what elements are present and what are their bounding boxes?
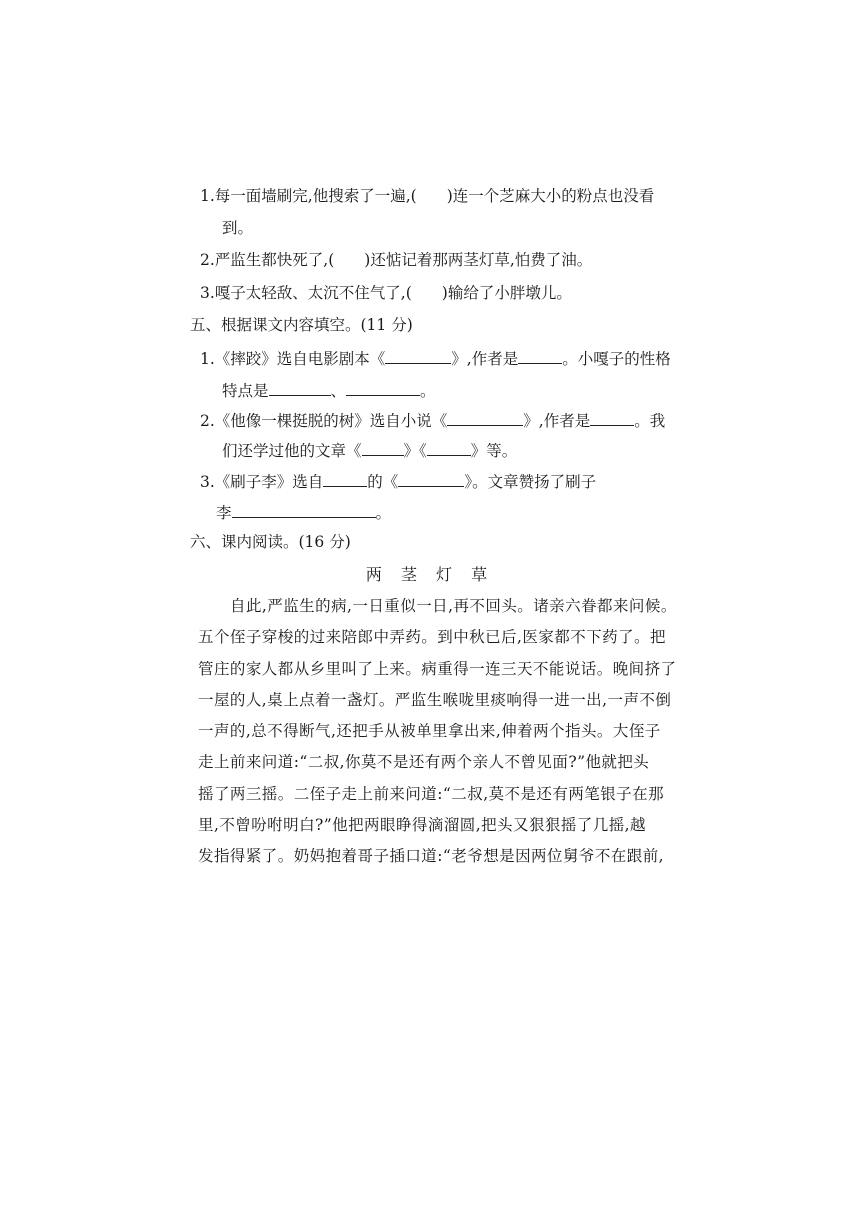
s4-q1-text-b: )连一个芝麻大小的粉点也没看: [446, 187, 655, 205]
passage-line: 走上前来问道:“二叔,你莫不是还有两个亲人不曾见面?”他就把头: [198, 753, 650, 771]
s5-q2-blank-author[interactable]: [590, 410, 634, 426]
s5-q1-blank-trait2[interactable]: [346, 380, 420, 396]
s5-q2-blank-article1[interactable]: [362, 440, 404, 456]
s4-q2-line: [200, 250, 592, 270]
s5-q1-blank-script[interactable]: [385, 348, 451, 364]
s5-q2-line1: [200, 410, 665, 431]
s5-q2-text-c: 。我: [634, 412, 666, 430]
s5-q2-text-f: 》等。: [470, 442, 518, 460]
passage-title: 两 茎 灯 草: [365, 565, 495, 584]
s5-q1-text-c: 。小嘎子的性格: [562, 350, 671, 368]
passage-line: 里,不曾吩咐明白?”他把两眼睁得滴溜圆,把头又狠狠摇了几摇,越: [198, 816, 646, 834]
s4-q1-line2: [222, 218, 253, 238]
s4-q1-text-a: 1.每一面墙刷完,他搜索了一遍,(: [200, 187, 417, 205]
s5-q1-text-b: 》,作者是: [451, 350, 519, 368]
s5-q1-text-d: 特点是: [222, 382, 269, 400]
s5-q3-line1: [200, 471, 596, 492]
s5-q1-blank-author[interactable]: [518, 348, 562, 364]
passage-line: 五个侄子穿梭的过来陪郎中弄药。到中秋已后,医家都不下药了。把: [198, 628, 666, 646]
passage-line: 发指得紧了。奶妈抱着哥子插口道:“老爷想是因两位舅爷不在跟前,: [198, 847, 665, 865]
s5-q1-text-a: 1.《摔跤》选自电影剧本《: [200, 350, 386, 368]
s5-q1-line2: [222, 380, 436, 401]
s5-q2-text-b: 》,作者是: [523, 412, 591, 430]
s5-q3-blank-author[interactable]: [323, 471, 367, 487]
s5-heading: 五、根据课文内容填空。(11 分): [190, 316, 413, 334]
s4-q1-line1: [200, 186, 654, 206]
s5-q1-line1: [200, 348, 671, 369]
s5-q2-text-d: 们还学过他的文章《: [222, 442, 362, 460]
s5-q3-text-b: 的《: [367, 473, 399, 491]
passage-line: 一声的,总不得断气,还把手从被单里拿出来,伸着两个指头。大侄子: [198, 722, 661, 740]
s5-q3-text-c: 》。文章赞扬了刷子: [464, 473, 597, 491]
s5-q1-text-f: 。: [420, 382, 436, 400]
s4-q2-text-a: 2.严监生都快死了,(: [200, 251, 335, 269]
s5-q3-text-a: 3.《刷子李》选自: [200, 473, 324, 491]
s5-q1-text-e: 、: [330, 382, 347, 400]
s5-q2-text-e: 》《: [403, 442, 427, 460]
s4-q2-text-b: )还惦记着那两茎灯草,怕费了油。: [364, 251, 593, 269]
passage-line: 摇了两三摇。二侄子走上前来问道:“二叔,莫不是还有两笔银子在那: [198, 785, 665, 803]
s5-q3-blank-praise[interactable]: [232, 502, 376, 518]
s5-q2-line2: [222, 440, 517, 461]
s4-q3-line: [200, 283, 572, 303]
s5-q3-text-e: 。: [375, 504, 392, 522]
s5-q3-blank-book[interactable]: [398, 471, 464, 487]
s5-q2-blank-novel[interactable]: [447, 410, 523, 426]
s4-q1-text-c: 到。: [222, 219, 254, 237]
passage-line: 一屋的人,桌上点着一盏灯。严监生喉咙里痰响得一进一出,一声不倒: [198, 691, 672, 709]
s5-q2-blank-article2[interactable]: [427, 440, 471, 456]
s5-q2-text-a: 2.《他像一棵挺脱的树》选自小说《: [200, 412, 448, 430]
s5-q1-blank-trait1[interactable]: [269, 380, 331, 396]
s4-q3-text-a: 3.嘎子太轻敌、太沉不住气了,(: [200, 284, 412, 302]
s5-q3-text-d: 李: [216, 504, 232, 522]
s6-heading: 六、课内阅读。(16 分): [190, 533, 351, 551]
s5-q3-line2: [216, 502, 391, 523]
s4-q3-text-b: )输给了小胖墩儿。: [441, 284, 572, 302]
passage-line: 自此,严监生的病,一日重似一日,再不回头。诸亲六眷都来问候。: [230, 597, 677, 615]
passage-line: 管庄的家人都从乡里叫了上来。病重得一连三天不能说话。晚间挤了: [198, 660, 677, 678]
